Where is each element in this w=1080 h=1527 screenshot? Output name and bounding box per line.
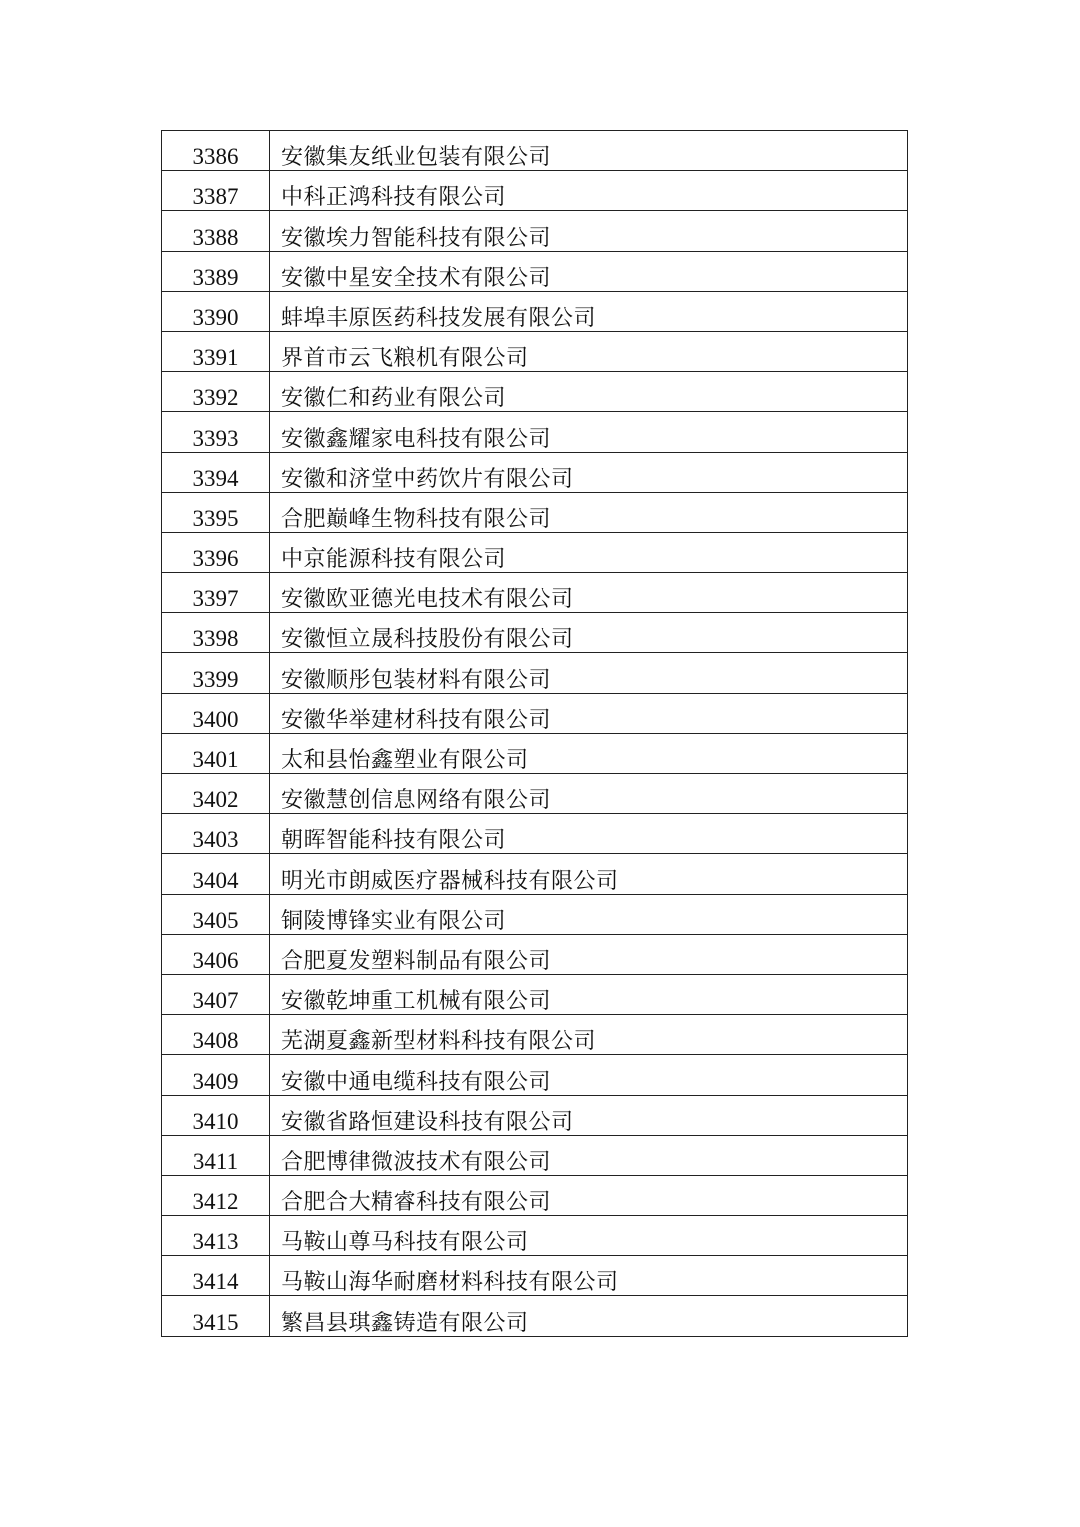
table-row (162, 774, 908, 814)
row-number: 3391 (162, 331, 270, 371)
row-number: 3392 (162, 372, 270, 412)
row-number: 3410 (162, 1095, 270, 1135)
table-row (162, 1015, 908, 1055)
company-name: 界首市云飞粮机有限公司 (270, 331, 908, 371)
row-number: 3406 (162, 934, 270, 974)
table-row (162, 211, 908, 251)
table-row (162, 894, 908, 934)
row-number: 3402 (162, 774, 270, 814)
row-number: 3403 (162, 814, 270, 854)
row-number: 3388 (162, 211, 270, 251)
row-number: 3414 (162, 1256, 270, 1296)
company-name: 安徽埃力智能科技有限公司 (270, 211, 908, 251)
company-name: 合肥夏发塑料制品有限公司 (270, 934, 908, 974)
company-list-body (162, 131, 908, 1337)
table-row (162, 452, 908, 492)
company-name: 安徽中星安全技术有限公司 (270, 251, 908, 291)
company-name: 安徽恒立晟科技股份有限公司 (270, 613, 908, 653)
table-row (162, 613, 908, 653)
company-name: 安徽欧亚德光电技术有限公司 (270, 573, 908, 613)
company-name: 中科正鸿科技有限公司 (270, 171, 908, 211)
row-number: 3404 (162, 854, 270, 894)
company-name: 安徽乾坤重工机械有限公司 (270, 974, 908, 1014)
row-number: 3396 (162, 532, 270, 572)
company-name: 明光市朗威医疗器械科技有限公司 (270, 854, 908, 894)
row-number: 3390 (162, 291, 270, 331)
company-name: 铜陵博锋实业有限公司 (270, 894, 908, 934)
company-name: 安徽省路恒建设科技有限公司 (270, 1095, 908, 1135)
table-row (162, 934, 908, 974)
table-row (162, 733, 908, 773)
table-row (162, 1095, 908, 1135)
table-row (162, 412, 908, 452)
table-row (162, 1175, 908, 1215)
row-number: 3398 (162, 613, 270, 653)
table-row (162, 251, 908, 291)
table-row (162, 171, 908, 211)
table-row (162, 1256, 908, 1296)
row-number: 3399 (162, 653, 270, 693)
table-row (162, 492, 908, 532)
company-name: 安徽中通电缆科技有限公司 (270, 1055, 908, 1095)
table-row (162, 974, 908, 1014)
table-row (162, 693, 908, 733)
row-number: 3411 (162, 1135, 270, 1175)
table-row (162, 1216, 908, 1256)
table-row (162, 814, 908, 854)
company-name: 安徽和济堂中药饮片有限公司 (270, 452, 908, 492)
company-name: 蚌埠丰原医药科技发展有限公司 (270, 291, 908, 331)
table-row (162, 131, 908, 171)
company-name: 芜湖夏鑫新型材料科技有限公司 (270, 1015, 908, 1055)
company-name: 马鞍山尊马科技有限公司 (270, 1216, 908, 1256)
row-number: 3397 (162, 573, 270, 613)
company-name: 安徽顺彤包装材料有限公司 (270, 653, 908, 693)
table-row (162, 854, 908, 894)
row-number: 3408 (162, 1015, 270, 1055)
row-number: 3405 (162, 894, 270, 934)
row-number: 3400 (162, 693, 270, 733)
company-name: 安徽仁和药业有限公司 (270, 372, 908, 412)
row-number: 3393 (162, 412, 270, 452)
row-number: 3415 (162, 1296, 270, 1336)
table-row (162, 573, 908, 613)
table-row (162, 1135, 908, 1175)
table-row (162, 1296, 908, 1336)
row-number: 3387 (162, 171, 270, 211)
company-name: 安徽华举建材科技有限公司 (270, 693, 908, 733)
table-row (162, 1055, 908, 1095)
company-name: 马鞍山海华耐磨材料科技有限公司 (270, 1256, 908, 1296)
table-row (162, 653, 908, 693)
company-name: 安徽集友纸业包装有限公司 (270, 131, 908, 171)
row-number: 3401 (162, 733, 270, 773)
row-number: 3413 (162, 1216, 270, 1256)
company-name: 合肥合大精睿科技有限公司 (270, 1175, 908, 1215)
company-name: 安徽鑫耀家电科技有限公司 (270, 412, 908, 452)
company-name: 合肥巅峰生物科技有限公司 (270, 492, 908, 532)
company-name: 太和县怡鑫塑业有限公司 (270, 733, 908, 773)
row-number: 3395 (162, 492, 270, 532)
company-name: 合肥博律微波技术有限公司 (270, 1135, 908, 1175)
table-row (162, 372, 908, 412)
company-name: 中京能源科技有限公司 (270, 532, 908, 572)
table-row (162, 291, 908, 331)
company-name: 繁昌县琪鑫铸造有限公司 (270, 1296, 908, 1336)
table-row (162, 331, 908, 371)
row-number: 3412 (162, 1175, 270, 1215)
company-name: 安徽慧创信息网络有限公司 (270, 774, 908, 814)
row-number: 3409 (162, 1055, 270, 1095)
row-number: 3407 (162, 974, 270, 1014)
row-number: 3394 (162, 452, 270, 492)
row-number: 3386 (162, 131, 270, 171)
table-row (162, 532, 908, 572)
company-name: 朝晖智能科技有限公司 (270, 814, 908, 854)
company-list-table (161, 130, 908, 1337)
row-number: 3389 (162, 251, 270, 291)
